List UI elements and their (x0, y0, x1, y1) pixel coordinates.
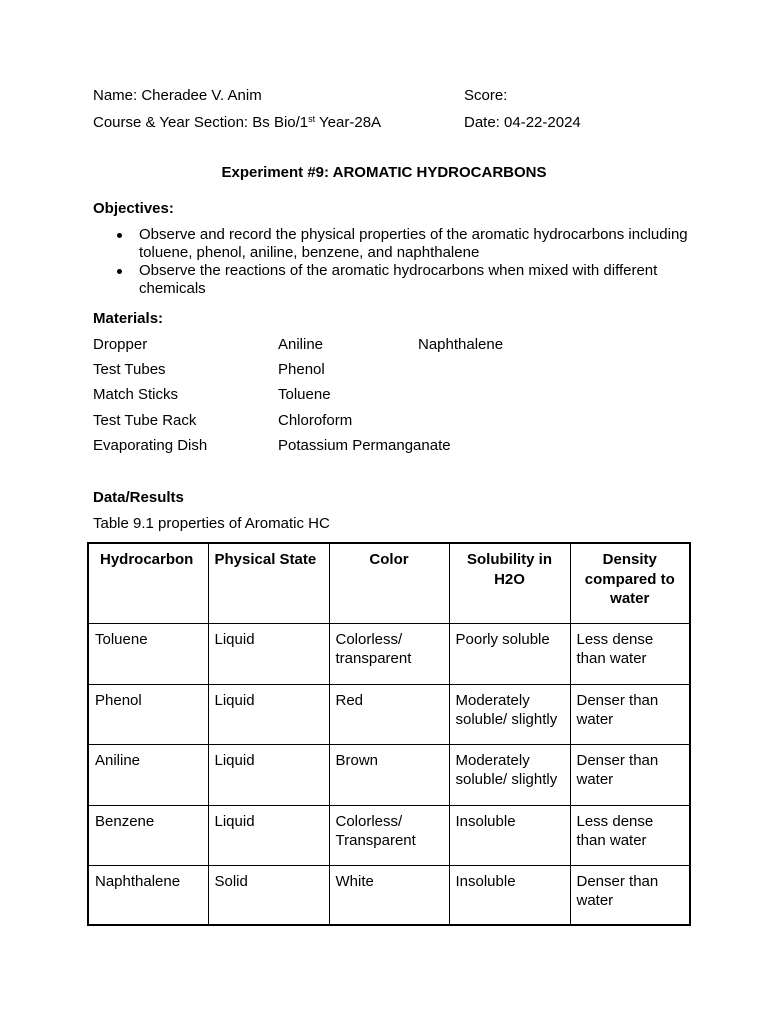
material-item: Aniline (278, 336, 324, 353)
material-item: Potassium Permanganate (278, 437, 451, 454)
table-cell: Liquid (208, 684, 329, 744)
table-cell: Moderately soluble/ slightly (449, 744, 570, 805)
course-prefix: Course & Year Section: Bs Bio/1 (93, 114, 309, 131)
table-cell: Liquid (208, 744, 329, 805)
material-item: Test Tubes (93, 361, 166, 378)
objective-item: Observe and record the physical properties of the aromatic hydrocarbons including toluene, phenol, aniline, benzene, and naphthalene (93, 226, 693, 261)
material-item: Naphthalene (418, 336, 504, 353)
table-cell: Less dense than water (570, 805, 690, 865)
column-header: Hydrocarbon (88, 543, 208, 623)
score-label: Score: (464, 87, 508, 104)
results-heading: Data/Results (93, 489, 184, 506)
student-name: Name: Cheradee V. Anim (93, 87, 262, 104)
table-cell: Solid (208, 865, 329, 925)
table-cell: Colorless/ Transparent (329, 805, 449, 865)
column-header: Physical State (208, 543, 329, 623)
table-caption: Table 9.1 properties of Aromatic HC (93, 515, 330, 532)
table-cell: Benzene (88, 805, 208, 865)
table-cell: Denser than water (570, 684, 690, 744)
table-cell: Brown (329, 744, 449, 805)
table-cell: Colorless/ transparent (329, 623, 449, 684)
properties-table (87, 542, 691, 926)
objective-item: Observe the reactions of the aromatic hydrocarbons when mixed with different chemicals (93, 262, 693, 297)
objectives-heading: Objectives: (93, 200, 174, 217)
table-header-row (88, 543, 690, 623)
date-label: Date: 04-22-2024 (464, 114, 581, 131)
table-cell: Toluene (88, 623, 208, 684)
material-item: Chloroform (278, 412, 353, 429)
table-row (88, 805, 690, 865)
objectives-list (93, 226, 693, 298)
table-row (88, 623, 690, 684)
table-cell: Insoluble (449, 805, 570, 865)
table-cell: Liquid (208, 623, 329, 684)
table-row (88, 684, 690, 744)
column-header: Density compared to water (570, 543, 690, 623)
column-header: Color (329, 543, 449, 623)
table-cell: Moderately soluble/ slightly (449, 684, 570, 744)
table-cell: Red (329, 684, 449, 744)
table-cell: Less dense than water (570, 623, 690, 684)
material-item: Match Sticks (93, 386, 179, 403)
material-item: Evaporating Dish (93, 437, 208, 454)
table-cell: Naphthalene (88, 865, 208, 925)
material-item: Test Tube Rack (93, 412, 197, 429)
table-cell: Poorly soluble (449, 623, 570, 684)
table-cell: Liquid (208, 805, 329, 865)
course-suffix: Year-28A (315, 114, 382, 131)
table-cell: Insoluble (449, 865, 570, 925)
material-item: Dropper (93, 336, 148, 353)
materials-heading: Materials: (93, 310, 164, 327)
table-cell: White (329, 865, 449, 925)
table-cell: Phenol (88, 684, 208, 744)
table-row (88, 865, 690, 925)
column-header: Solubility in H2O (449, 543, 570, 623)
table-cell: Denser than water (570, 744, 690, 805)
material-item: Phenol (278, 361, 325, 378)
table-cell: Aniline (88, 744, 208, 805)
course-superscript: st (308, 114, 316, 124)
table-row (88, 744, 690, 805)
course-year-section (93, 114, 381, 131)
page-title: Experiment #9: AROMATIC HYDROCARBONS (221, 164, 547, 181)
material-item: Toluene (278, 386, 331, 403)
table-cell: Denser than water (570, 865, 690, 925)
